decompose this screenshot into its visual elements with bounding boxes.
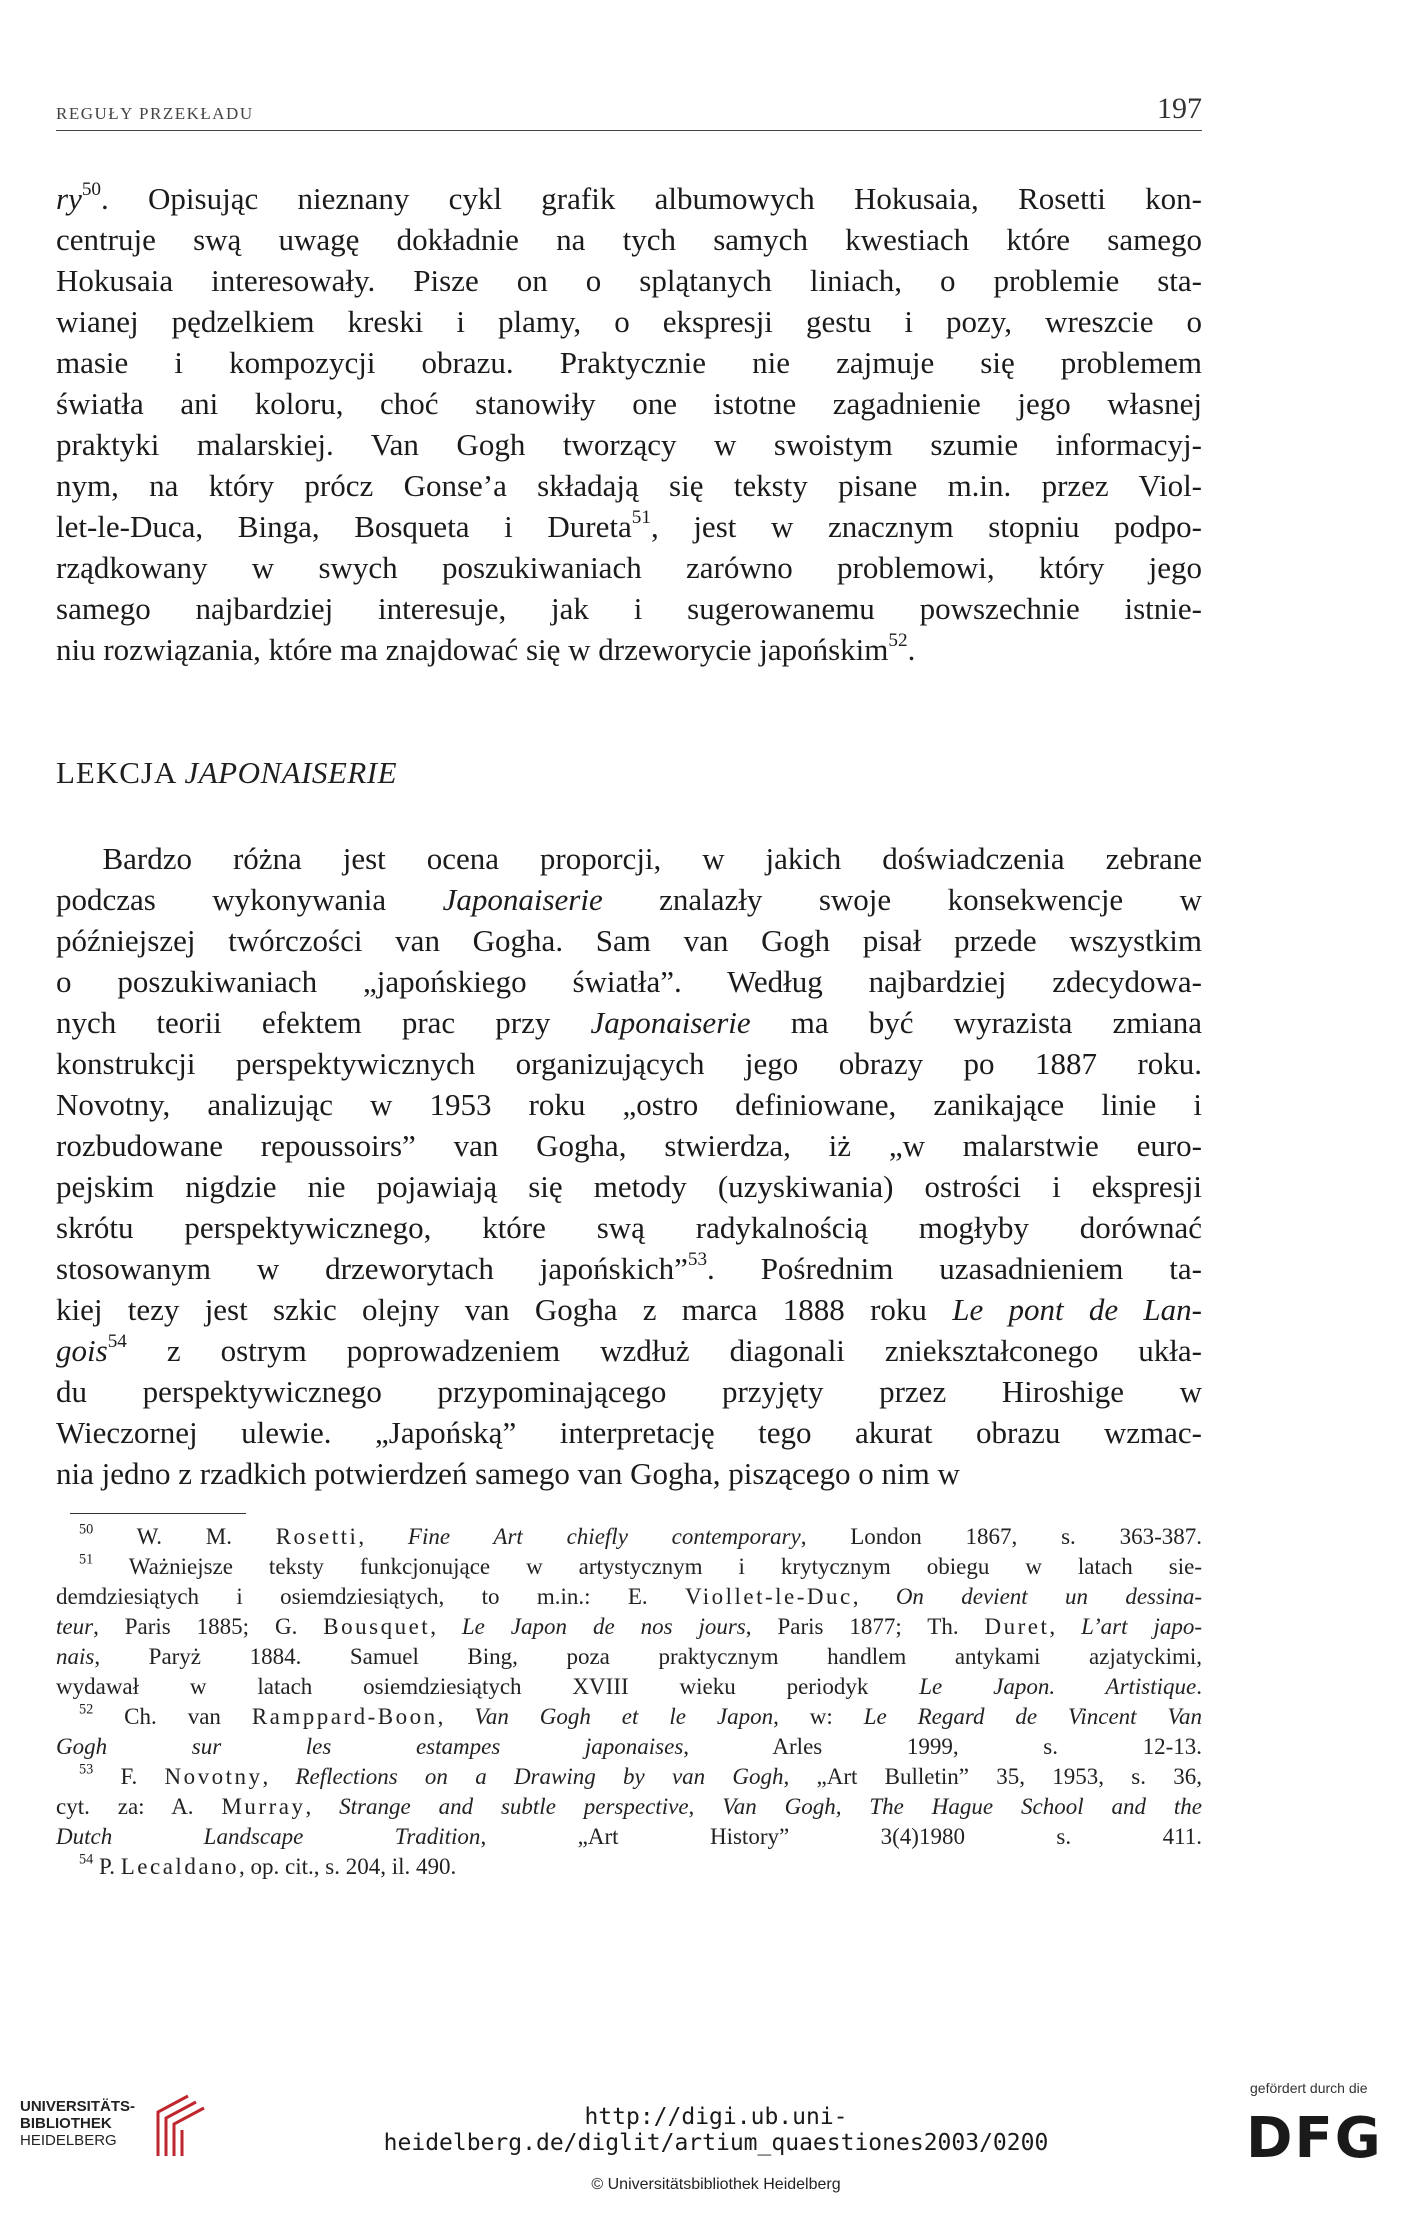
text-line: rządkowany w swych poszukiwaniach zarówno problemowi, który jego xyxy=(56,550,1202,585)
text-line: nym, na który prócz Gonse’a składają się teksty pisane m.in. przez Viol- xyxy=(56,468,1202,503)
section-heading: LEKCJA JAPONAISERIE xyxy=(56,755,398,790)
text-line: Wieczornej ulewie. „Japońską” interpretację tego akurat obrazu wzmac- xyxy=(56,1415,1202,1450)
footnote-rule xyxy=(70,1513,246,1514)
footnote-line: $^{52}$ Ch. van Ramppard-Boon, Van Gogh et le Japon, w: Le Regard de Vincent Van xyxy=(79,1701,1203,1729)
text-line: $ry^{50}$. Opisując nieznany cykl grafik albumowych Hokusaia, Rosetti kon- xyxy=(56,179,1202,216)
library-emblem-icon xyxy=(148,2090,208,2162)
footnotes xyxy=(56,1522,1202,1882)
footnote-line: $^{53}$ F. Novotny, Reflections on a Drawing by van Gogh, „Art Bulletin” 35, 1953, s. 36, xyxy=(79,1761,1202,1789)
footnote-line: cyt. za: A. Murray, Strange and subtle perspective, Van Gogh, The Hague School and the xyxy=(56,1794,1203,1819)
text-line: masie i kompozycji obrazu. Praktycznie nie zajmuje się problemem xyxy=(56,345,1202,380)
footnote-line: teur, Paris 1885; G. Bousquet, Le Japon de nos jours, Paris 1877; Th. Duret, L’art japo- xyxy=(56,1614,1202,1639)
text-line: centruje swą uwagę dokładnie na tych samych kwestiach które samego xyxy=(56,222,1202,257)
text-line: konstrukcji perspektywicznych organizujących jego obrazy po 1887 roku. xyxy=(56,1046,1202,1081)
library-logo-block xyxy=(20,2098,220,2198)
text-line: rozbudowane repoussoirs” van Gogha, stwierdza, iż „w malarstwie euro- xyxy=(56,1128,1202,1163)
library-name xyxy=(20,2098,135,2149)
text-line: Bardzo różna jest ocena proporcji, w jakich doświadczenia zebrane xyxy=(56,841,1202,876)
source-url[interactable]: http://digi.ub.uni-heidelberg.de/diglit/artium_quaestiones2003/0200 xyxy=(383,2104,1049,2156)
running-title: REGUŁY PRZEKŁADU xyxy=(56,104,254,123)
text-line: nych teorii efektem prac przy Japonaiserie ma być wyrazista zmiana xyxy=(56,1005,1202,1040)
footnote-line: demdziesiątych i osiemdziesiątych, to m.in.: E. Viollet-le-Duc, On devient un dessina- xyxy=(56,1584,1202,1609)
library-name-line-2: BIBLIOTHEK xyxy=(20,2115,112,2132)
text-line: Novotny, analizując w 1953 roku „ostro definiowane, zanikające linie i xyxy=(56,1087,1202,1122)
footnote-line: $^{54}$ P. Lecaldano, op. cit., s. 204, il. 490. xyxy=(79,1851,457,1879)
text-line: podczas wykonywania Japonaiserie znalazły swoje konsekwencje w xyxy=(56,882,1202,917)
text-line: nia jedno z rzadkich potwierdzeń samego van Gogha, piszącego o nim w xyxy=(56,1456,960,1491)
text-line: pejskim nigdzie nie pojawiają się metody (uzyskiwania) ostrości i ekspresji xyxy=(56,1169,1202,1204)
footnote-line: Dutch Landscape Tradition, „Art History” 3(4)1980 s. 411. xyxy=(56,1824,1202,1849)
text-line: o poszukiwaniach „japońskiego światła”. Według najbardziej zdecydowa- xyxy=(56,964,1202,999)
funding-label: gefördert durch die xyxy=(1250,2080,1368,2096)
text-line: Hokusaia interesowały. Pisze on o splątanych liniach, o problemie sta- xyxy=(56,263,1202,298)
text-line: skrótu perspektywicznego, które swą radykalnością mogłyby dorównać xyxy=(56,1210,1202,1245)
text-line: światła ani koloru, choć stanowiły one istotne zagadnienie jego własnej xyxy=(56,386,1202,421)
dfg-logo-icon: DFG xyxy=(1246,2106,1383,2171)
text-line: stosowanym w drzeworytach japońskich”$^{53}$. Pośrednim uzasadnieniem ta- xyxy=(56,1249,1202,1286)
text-line: samego najbardziej interesuje, jak i sugerowanemu powszechnie istnie- xyxy=(56,591,1202,626)
library-name-line-3: HEIDELBERG xyxy=(20,2132,117,2149)
text-line: niu rozwiązania, które ma znajdować się w drzeworycie japońskim$^{52}$. xyxy=(56,630,916,667)
body-paragraph-2 xyxy=(56,838,1202,1494)
footnote-line: nais, Paryż 1884. Samuel Bing, poza praktycznym handlem antykami azjatyckimi, xyxy=(56,1644,1202,1669)
funder-block xyxy=(1236,2080,1396,2200)
text-line: gois$^{54}$ z ostrym poprowadzeniem wzdłuż diagonali zniekształconego ukła- xyxy=(56,1331,1202,1368)
text-line: późniejszej twórczości van Gogha. Sam van Gogh pisał przede wszystkim xyxy=(56,923,1202,958)
copyright-notice: © Universitätsbibliothek Heidelberg xyxy=(591,2176,841,2193)
footnote-line: Gogh sur les estampes japonaises, Arles 1999, s. 12-13. xyxy=(56,1734,1202,1759)
text-line: let-le-Duca, Binga, Bosqueta i Dureta$^{51}$, jest w znacznym stopniu podpo- xyxy=(56,507,1202,544)
page-number: 197 xyxy=(1157,92,1202,125)
running-head xyxy=(56,90,1202,131)
text-line: wianej pędzelkiem kreski i plamy, o ekspresji gestu i pozy, wreszcie o xyxy=(56,304,1202,339)
body-paragraph-1 xyxy=(56,178,1202,670)
text-line: praktyki malarskiej. Van Gogh tworzący w swoistym szumie informacyj- xyxy=(56,427,1202,462)
footnote-line: wydawał w latach osiemdziesiątych XVIII wieku periodyk Le Japon. Artistique. xyxy=(56,1674,1202,1699)
library-name-line-1: UNIVERSITÄTS- xyxy=(20,2098,136,2115)
text-line: du perspektywicznego przypominającego przyjęty przez Hiroshige w xyxy=(56,1374,1202,1409)
text-line: kiej tezy jest szkic olejny van Gogha z marca 1888 roku Le pont de Lan- xyxy=(56,1292,1202,1327)
footnote-line: $^{51}$ Ważniejsze teksty funkcjonujące w artystycznym i krytycznym obiegu w latach sie- xyxy=(79,1551,1202,1579)
footnote-line: $^{50}$ W. M. Rosetti, Fine Art chiefly contemporary, London 1867, s. 363-387. xyxy=(79,1521,1202,1549)
